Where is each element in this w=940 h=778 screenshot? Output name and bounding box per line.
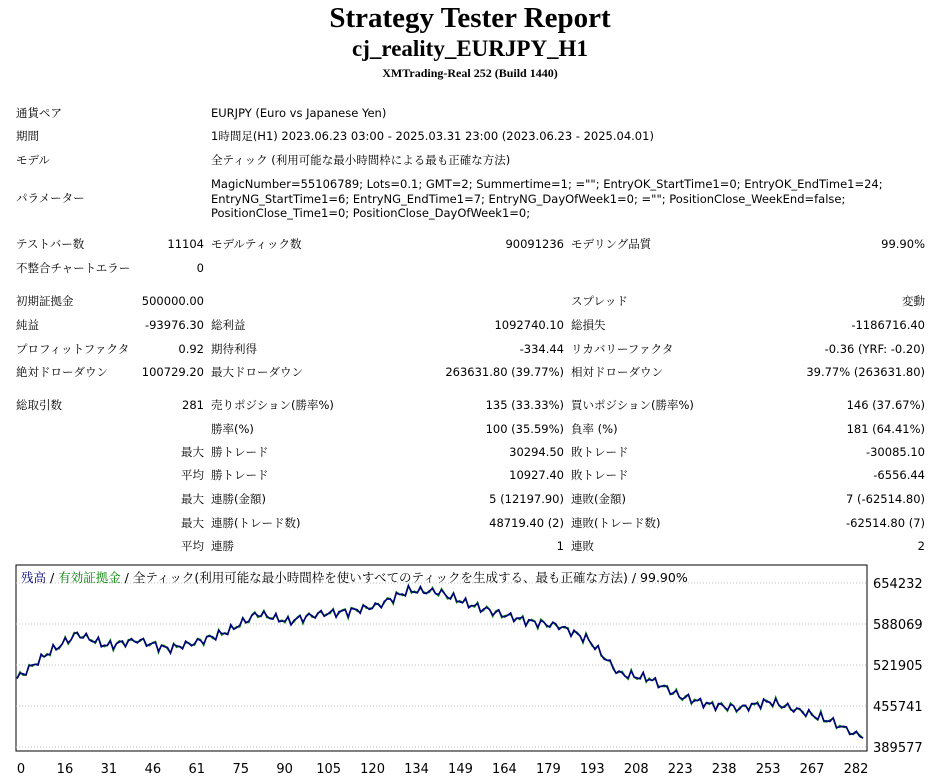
symbol-label: 通貨ペア [16, 106, 62, 120]
total-trades-value: 281 [182, 398, 204, 412]
expected-label: 期待利得 [211, 342, 257, 356]
quality-value: 99.90% [881, 237, 925, 251]
x-tick-label: 223 [667, 762, 693, 777]
params-line: MagicNumber=55106789; Lots=0.1; GMT=2; Summertime=1; =""; EntryOK_StartTime1=0; EntryOK_EndTime1=24; [211, 177, 883, 191]
x-tick-label: 16 [56, 762, 74, 777]
y-tick-label: 455741 [873, 700, 923, 715]
short-value: 135 (33.33%) [485, 398, 564, 412]
max-prefix: 最大 [181, 492, 204, 506]
win-rate-value: 100 (35.59%) [485, 422, 564, 436]
max-prefix: 最大 [181, 445, 204, 459]
x-tick-label: 253 [755, 762, 781, 777]
largest-win-value: 30294.50 [509, 445, 564, 459]
loss-rate-value: 181 (64.41%) [846, 422, 925, 436]
x-tick-label: 31 [100, 762, 118, 777]
max-consec-profit-label: 連勝(トレード数) [211, 516, 301, 530]
params-line: PositionClose_Time1=0; PositionClose_DayOfWeek1=0; [211, 206, 531, 220]
chart-plot-area [16, 565, 867, 751]
x-tick-label: 75 [232, 762, 250, 777]
y-tick-label: 588069 [873, 618, 923, 633]
deposit-label: 初期証拠金 [16, 294, 74, 308]
params-value [211, 177, 901, 221]
abs-dd-value: 100729.20 [141, 365, 204, 379]
largest-win-label: 勝トレード [211, 445, 269, 459]
period-label: 期間 [16, 129, 39, 143]
avg-loss-value: -6556.44 [873, 468, 925, 482]
bars-label: テストバー数 [16, 237, 85, 251]
ticks-value: 90091236 [505, 237, 564, 251]
report-subtitle: cj_reality_EURJPY_H1 [352, 36, 588, 61]
max-consec-losses-value: 7 (-62514.80) [846, 492, 925, 506]
avg-consec-wins-label: 連勝 [211, 539, 234, 553]
avg-win-label: 勝トレード [211, 468, 269, 482]
rel-dd-label: 相対ドローダウン [571, 365, 663, 379]
max-prefix: 最大 [181, 516, 204, 530]
avg-consec-losses-value: 2 [917, 539, 925, 553]
legend-equity: 有効証拠金 [58, 570, 121, 585]
x-tick-label: 61 [188, 762, 206, 777]
x-axis [17, 762, 869, 777]
rel-dd-value: 39.77% (263631.80) [806, 365, 925, 379]
x-tick-label: 0 [16, 762, 26, 777]
x-tick-label: 134 [404, 762, 429, 777]
mismatch-label: 不整合チャートエラー [16, 261, 131, 275]
spread-value: 変動 [902, 294, 925, 308]
y-tick-label: 521905 [873, 659, 923, 674]
recovery-label: リカバリーファクタ [571, 342, 674, 356]
x-tick-label: 46 [144, 762, 162, 777]
x-tick-label: 193 [579, 762, 605, 777]
legend-sep: / [120, 570, 133, 585]
max-consec-wins-value: 5 (12197.90) [489, 492, 564, 506]
largest-loss-value: -30085.10 [865, 445, 925, 459]
max-consec-wins-label: 連勝(金額) [211, 492, 266, 506]
legend-description: 全ティック(利用可能な最小時間枠を使いすべてのティックを生成する、最も正確な方法) / 99.90% [132, 570, 688, 585]
gross-profit-label: 総利益 [211, 318, 246, 332]
win-rate-label: 勝率(%) [211, 422, 254, 436]
loss-rate-label: 負率 (%) [571, 422, 618, 436]
long-value: 146 (37.67%) [846, 398, 925, 412]
mismatch-value: 0 [196, 261, 204, 275]
abs-dd-label: 絶対ドローダウン [16, 365, 108, 379]
model-value: 全ティック (利用可能な最小時間枠による最も正確な方法) [211, 153, 511, 167]
max-dd-value: 263631.80 (39.77%) [445, 365, 564, 379]
legend-balance: 残高 [21, 570, 47, 585]
spread-label: スプレッド [571, 294, 628, 308]
avg-prefix: 平均 [181, 468, 204, 482]
x-tick-label: 179 [535, 762, 561, 777]
recovery-value: -0.36 (YRF: -0.20) [824, 342, 925, 356]
x-tick-label: 120 [360, 762, 385, 777]
legend-sep: / [46, 570, 59, 585]
net-value: -93976.30 [144, 318, 204, 332]
avg-loss-label: 敗トレード [571, 468, 629, 482]
server-info: XMTrading-Real 252 (Build 1440) [382, 66, 558, 80]
x-tick-label: 282 [843, 762, 869, 777]
avg-consec-losses-label: 連敗 [571, 539, 594, 553]
quality-label: モデリング品質 [571, 237, 652, 251]
gross-loss-value: -1186716.40 [851, 318, 925, 332]
x-tick-label: 267 [799, 762, 825, 777]
params-line: EntryNG_StartTime1=6; EntryNG_EndTime1=7; EntryNG_DayOfWeek1=0; =""; PositionClose_WeekEnd=false; [211, 191, 846, 206]
max-consec-profit-value: 48719.40 (2) [489, 516, 564, 530]
net-label: 純益 [16, 318, 39, 332]
chart-legend [21, 568, 688, 586]
ticks-label: モデルティック数 [211, 237, 302, 251]
x-tick-label: 164 [492, 762, 517, 777]
bars-value: 11104 [167, 237, 204, 251]
x-tick-label: 238 [711, 762, 737, 777]
expected-value: -334.44 [519, 342, 564, 356]
params-label: パラメーター [16, 191, 85, 205]
deposit-value: 500000.00 [141, 294, 204, 308]
pf-value: 0.92 [178, 342, 204, 356]
period-value: 1時間足(H1) 2023.06.23 03:00 - 2025.03.31 23:00 (2023.06.23 - 2025.04.01) [211, 129, 654, 143]
avg-win-value: 10927.40 [509, 468, 564, 482]
symbol-value: EURJPY (Euro vs Japanese Yen) [211, 106, 387, 120]
x-tick-label: 208 [623, 762, 649, 777]
max-dd-label: 最大ドローダウン [211, 365, 303, 379]
x-tick-label: 105 [316, 762, 342, 777]
avg-prefix: 平均 [181, 539, 204, 553]
gross-loss-label: 総損失 [571, 318, 606, 332]
total-trades-label: 総取引数 [16, 398, 62, 412]
avg-consec-wins-value: 1 [556, 539, 564, 553]
y-tick-label: 389577 [873, 741, 923, 756]
largest-loss-label: 敗トレード [571, 445, 629, 459]
balance-chart [0, 563, 940, 778]
report-title: Strategy Tester Report [329, 2, 611, 34]
pf-label: プロフィットファクタ [16, 342, 130, 356]
model-label: モデル [16, 153, 50, 167]
max-consec-loss-value: -62514.80 (7) [846, 516, 925, 530]
short-label: 売りポジション(勝率%) [211, 398, 334, 412]
x-tick-label: 90 [276, 762, 293, 777]
gross-profit-value: 1092740.10 [494, 318, 564, 332]
long-label: 買いポジション(勝率%) [571, 398, 694, 412]
x-tick-label: 149 [448, 762, 473, 777]
y-tick-label: 654232 [873, 577, 923, 592]
max-consec-losses-label: 連敗(金額) [571, 492, 626, 506]
y-axis [873, 577, 923, 756]
max-consec-loss-label: 連敗(トレード数) [571, 516, 661, 530]
